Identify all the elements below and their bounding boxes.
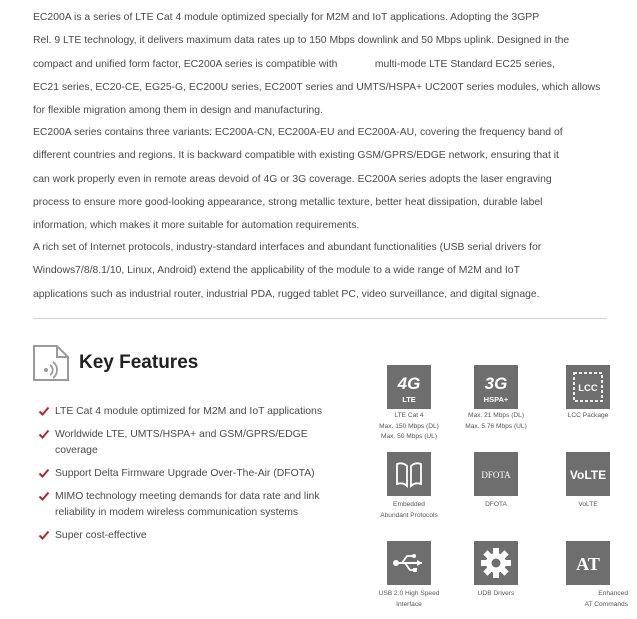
badge-caption-dfota — [446, 500, 546, 511]
checkmark-icon — [38, 529, 50, 541]
feature-item — [38, 528, 358, 544]
tile-label: LCC — [578, 383, 598, 394]
caption-line: Enhanced — [598, 590, 628, 597]
text-line: EC200A series contains three variants: EC200A-CN, EC200A-EU and EC200A-AU, covering the frequency band of — [33, 127, 563, 138]
caption-line: AT Commands — [584, 600, 628, 608]
feature-text: coverage — [55, 445, 98, 456]
lcc-package-icon — [566, 365, 610, 409]
badge-caption-at — [548, 589, 628, 610]
badge-caption-lcc — [538, 411, 637, 422]
4g-lte-icon — [387, 365, 431, 409]
key-features-title: Key Features — [79, 352, 199, 373]
caption-line: Interface — [396, 600, 422, 608]
intro-paragraph-1 — [33, 6, 607, 122]
tile-label: AT — [576, 554, 600, 574]
caption-line: Max. 5.76 Mbps (UL) — [465, 422, 527, 430]
caption-line: Abundant Protocols — [380, 511, 438, 519]
text-line: compact and unified form factor, EC200A series is compatible with multi-mode LTE Standard EC25 series, — [33, 58, 555, 70]
badge-caption-protocols — [359, 500, 459, 521]
checkmark-icon — [38, 428, 50, 440]
text-line: EC200A is a series of LTE Cat 4 module optimized specially for M2M and IoT applications. Adopting the 3GPP — [33, 12, 540, 23]
feature-text: MIMO technology meeting demands for data rate and link — [55, 491, 320, 502]
embedded-protocols-icon — [387, 452, 431, 496]
text-line: A rich set of Internet protocols, industry-standard interfaces and abundant functionalities (USB serial drivers for — [33, 242, 542, 253]
text-line: different countries and regions. It is backward compatible with existing GSM/GPRS/EDGE network, ensuring that it — [33, 150, 559, 162]
tile-sublabel: HSPA+ — [483, 395, 509, 404]
tile-sublabel: LTE — [402, 395, 416, 404]
feature-text: Worldwide LTE, UMTS/HSPA+ and GSM/GPRS/EDGE — [55, 429, 308, 440]
caption-line: Max. 150 Mbps (DL) — [379, 422, 439, 430]
feature-item — [38, 489, 358, 521]
dfota-icon — [474, 452, 518, 496]
feature-text: Support Delta Firmware Upgrade Over-The-Air (DFOTA) — [55, 468, 315, 479]
badge-caption-4g — [359, 411, 459, 443]
caption-line: USB 2.0 High Speed — [378, 590, 440, 597]
text-line: EC21 series, EC20-CE, EG25-G, EC200U series, EC200T series and UMTS/HSPA+ UC200T series modules, which allows — [33, 81, 601, 93]
text-line: for flexible migration among them in design and manufacturing. — [33, 105, 323, 117]
caption-line: VoLTE — [578, 501, 598, 508]
caption-line: LTE Cat 4 — [394, 412, 424, 419]
document-signal-icon — [31, 343, 71, 383]
badge-caption-volte — [538, 500, 637, 511]
feature-text: reliability in modem wireless communication systems — [55, 507, 299, 518]
badge-caption-udb — [446, 589, 546, 600]
gear-icon — [474, 541, 518, 585]
tile-label: DFOTA — [481, 470, 511, 480]
text-line: can work properly even in remote areas devoid of 4G or 3G coverage. EC200A series adopts the laser engraving — [33, 173, 552, 185]
text-line: applications such as industrial router, industrial PDA, rugged tablet PC, video surveillance, and digital signage. — [33, 288, 540, 300]
feature-text: LTE Cat 4 module optimized for M2M and IoT applications — [55, 406, 323, 417]
feature-item — [38, 427, 358, 459]
text-line: Windows7/8/8.1/10, Linux, Android) extend the applicability of the module to a wide range of M2M and IoT — [33, 265, 520, 277]
checkmark-icon — [38, 467, 50, 479]
feature-item — [38, 404, 358, 420]
caption-line: Max. 21 Mbps (DL) — [467, 412, 525, 419]
3g-hspa-icon — [474, 365, 518, 409]
text-line: Rel. 9 LTE technology, it delivers maximum data rates up to 150 Mbps downlink and 50 Mbps uplink. Designed in the — [33, 35, 570, 47]
caption-line: LCC Package — [567, 412, 609, 419]
features-list — [38, 404, 358, 551]
tile-label: 3G — [484, 374, 508, 393]
checkmark-icon — [38, 405, 50, 417]
text-line: information, which makes it more suitable for automation requirements. — [33, 220, 360, 232]
caption-line: Embedded — [393, 501, 425, 508]
badge-caption-3g — [446, 411, 546, 432]
caption-line: DFOTA — [485, 501, 507, 508]
caption-line: Max. 50 Mbps (UL) — [380, 433, 438, 440]
feature-text: Super cost-effective — [55, 530, 147, 541]
text-line: process to ensure more good-looking appearance, strong metallic texture, better heat dissipation, durable label — [33, 196, 543, 208]
tile-label: VoLTE — [569, 468, 607, 482]
caption-line: UDB Drivers — [477, 590, 515, 597]
intro-paragraph-2 — [33, 121, 607, 237]
at-commands-icon — [566, 541, 610, 585]
usb-icon — [387, 541, 431, 585]
section-divider — [33, 318, 607, 319]
checkmark-icon — [38, 490, 50, 502]
tile-label: 4G — [397, 374, 421, 393]
volte-icon — [566, 452, 610, 496]
feature-item — [38, 466, 358, 482]
intro-paragraph-3 — [33, 236, 607, 306]
badge-caption-usb — [359, 589, 459, 610]
